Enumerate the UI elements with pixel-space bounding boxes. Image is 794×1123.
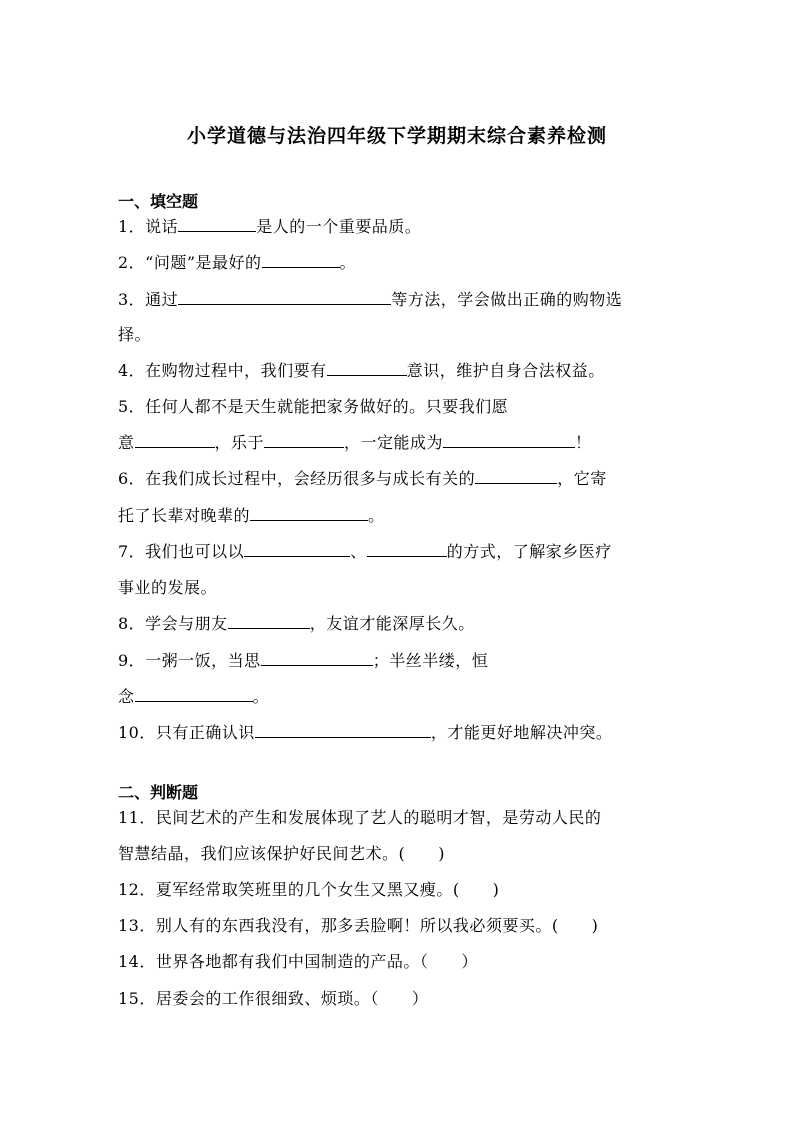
answer-blank[interactable] xyxy=(135,687,253,702)
question-2 xyxy=(118,250,356,273)
answer-blank[interactable] xyxy=(244,542,350,557)
question-text: 10．只有正确认识 xyxy=(118,723,255,742)
question-text: 意 xyxy=(118,433,135,452)
page-title: 小学道德与法治四年级下学期期末综合素养检测 xyxy=(186,125,607,147)
question-5 xyxy=(118,394,508,417)
question-text: 是人的一个重要品质。 xyxy=(256,217,422,236)
question-12 xyxy=(118,877,499,900)
question-14 xyxy=(118,949,478,972)
answer-blank[interactable] xyxy=(255,723,431,738)
answer-blank[interactable] xyxy=(250,506,368,521)
question-text: 2．“问题”是最好的 xyxy=(118,253,262,272)
question-text[interactable]: 12．夏军经常取笑班里的几个女生又黑又瘦。( ) xyxy=(118,880,500,899)
question-text: ，乐于 xyxy=(214,433,265,452)
question-6-cont xyxy=(118,503,385,526)
question-text: ，它寄 xyxy=(557,469,607,488)
question-9 xyxy=(118,648,488,671)
question-text: ，友谊才能深厚长久。 xyxy=(309,614,475,633)
answer-blank[interactable] xyxy=(135,433,215,448)
question-text: 1．说话 xyxy=(118,217,179,236)
question-text: 8．学会与朋友 xyxy=(118,614,228,633)
answer-blank[interactable] xyxy=(178,217,256,232)
answer-blank[interactable] xyxy=(261,651,373,666)
question-8 xyxy=(118,611,475,634)
question-text: ，才能更好地解决冲突。 xyxy=(430,723,613,742)
question-text: 托了长辈对晚辈的 xyxy=(118,506,251,525)
question-text: 事业的发展。 xyxy=(118,578,218,597)
question-text: 5．任何人都不是天生就能把家务做好的。只要我们愿 xyxy=(118,397,509,416)
question-text: 择。 xyxy=(118,325,152,344)
answer-blank[interactable] xyxy=(178,290,391,305)
question-11-cont xyxy=(118,841,445,864)
question-3-cont xyxy=(118,322,151,345)
question-text: 意识，维护自身合法权益。 xyxy=(406,361,605,380)
question-13 xyxy=(118,913,598,936)
question-text: 9．一粥一饭，当思 xyxy=(118,651,261,670)
answer-blank[interactable] xyxy=(327,361,407,376)
question-6 xyxy=(118,466,607,489)
question-text[interactable]: 智慧结晶，我们应该保护好民间艺术。( ) xyxy=(118,844,445,863)
answer-blank[interactable] xyxy=(262,253,340,268)
question-text: 念 xyxy=(118,687,135,706)
question-11 xyxy=(118,805,601,828)
question-4 xyxy=(118,358,605,381)
question-text: 的方式，了解家乡医疗 xyxy=(446,542,612,561)
question-text: ！ xyxy=(575,433,592,452)
question-text: 11．民间艺术的产生和发展体现了艺人的聪明才智，是劳动人民的 xyxy=(118,808,602,827)
question-text: ，一定能成为 xyxy=(344,433,444,452)
answer-blank[interactable] xyxy=(367,542,447,557)
question-text: 。 xyxy=(252,687,270,706)
question-text: 7．我们也可以以 xyxy=(118,542,245,561)
section-heading-true-false: 二、判断题 xyxy=(118,783,199,802)
question-3 xyxy=(118,287,622,310)
answer-blank[interactable] xyxy=(475,469,557,484)
question-1 xyxy=(118,214,421,237)
question-text: ；半丝半缕，恒 xyxy=(372,651,489,670)
answer-blank[interactable] xyxy=(228,614,310,629)
question-9-cont xyxy=(118,684,269,707)
question-text[interactable]: 15．居委会的工作很细致、烦琐。（ ） xyxy=(118,989,429,1008)
question-15 xyxy=(118,986,428,1009)
section-heading-fill-blank: 一、填空题 xyxy=(118,192,199,211)
question-text: 。 xyxy=(368,506,385,525)
question-text: 4．在购物过程中，我们要有 xyxy=(118,361,327,380)
question-text: 等方法，学会做出正确的购物选 xyxy=(391,290,623,309)
question-text: 。 xyxy=(339,253,357,272)
question-5-cont xyxy=(118,430,592,453)
question-7-cont xyxy=(118,575,217,598)
question-7 xyxy=(118,539,612,562)
answer-blank[interactable] xyxy=(443,433,575,448)
answer-blank[interactable] xyxy=(264,433,344,448)
question-text: 、 xyxy=(350,542,367,561)
question-text[interactable]: 13．别人有的东西我没有，那多丢脸啊！所以我必须要买。( ) xyxy=(118,916,599,935)
question-text: 3．通过 xyxy=(118,290,179,309)
question-10 xyxy=(118,720,612,743)
question-text[interactable]: 14．世界各地都有我们中国制造的产品。（ ） xyxy=(118,952,478,971)
question-text: 6．在我们成长过程中，会经历很多与成长有关的 xyxy=(118,469,476,488)
